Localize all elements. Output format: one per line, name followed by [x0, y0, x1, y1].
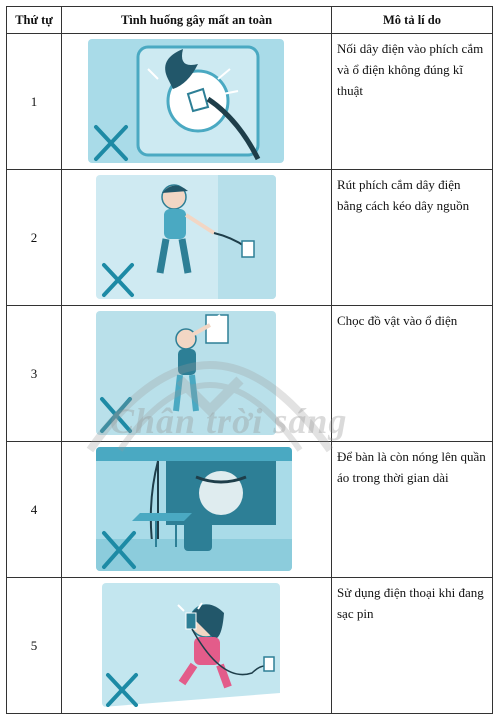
- safety-table: [6, 6, 493, 714]
- girl-phone-charging-icon: [102, 583, 280, 707]
- table-row: [7, 34, 493, 170]
- row-reason: Rút phích cắm dây điện bằng cách kéo dây nguồn: [332, 170, 493, 306]
- girl-pulling-cord-icon: [96, 175, 276, 299]
- plug-burning-icon: [88, 39, 284, 163]
- row-number: 5: [7, 578, 62, 714]
- header-row: [7, 7, 493, 34]
- row-reason: Để bàn là còn nóng lên quần áo trong thời gian dài: [332, 442, 493, 578]
- table-row: [7, 578, 493, 714]
- header-reason: Mô tả lí do: [332, 7, 493, 34]
- row-reason: Nối dây điện vào phích cắm và ổ điện không đúng kĩ thuật: [332, 34, 493, 170]
- row-number: 3: [7, 306, 62, 442]
- watermark-text: Chân trời sáng: [110, 401, 348, 441]
- header-situation: Tình huống gây mất an toàn: [62, 7, 332, 34]
- row-reason: Chọc đồ vật vào ổ điện: [332, 306, 493, 442]
- table-row: [7, 170, 493, 306]
- row-reason: Sử dụng điện thoại khi đang sạc pin: [332, 578, 493, 714]
- row-number: 4: [7, 442, 62, 578]
- row-number: 1: [7, 34, 62, 170]
- boy-poking-socket-icon: [96, 311, 276, 435]
- table-row: [7, 442, 493, 578]
- table-row: [7, 306, 493, 442]
- iron-on-clothes-icon: [96, 447, 292, 571]
- row-number: 2: [7, 170, 62, 306]
- header-order: Thứ tự: [7, 7, 62, 34]
